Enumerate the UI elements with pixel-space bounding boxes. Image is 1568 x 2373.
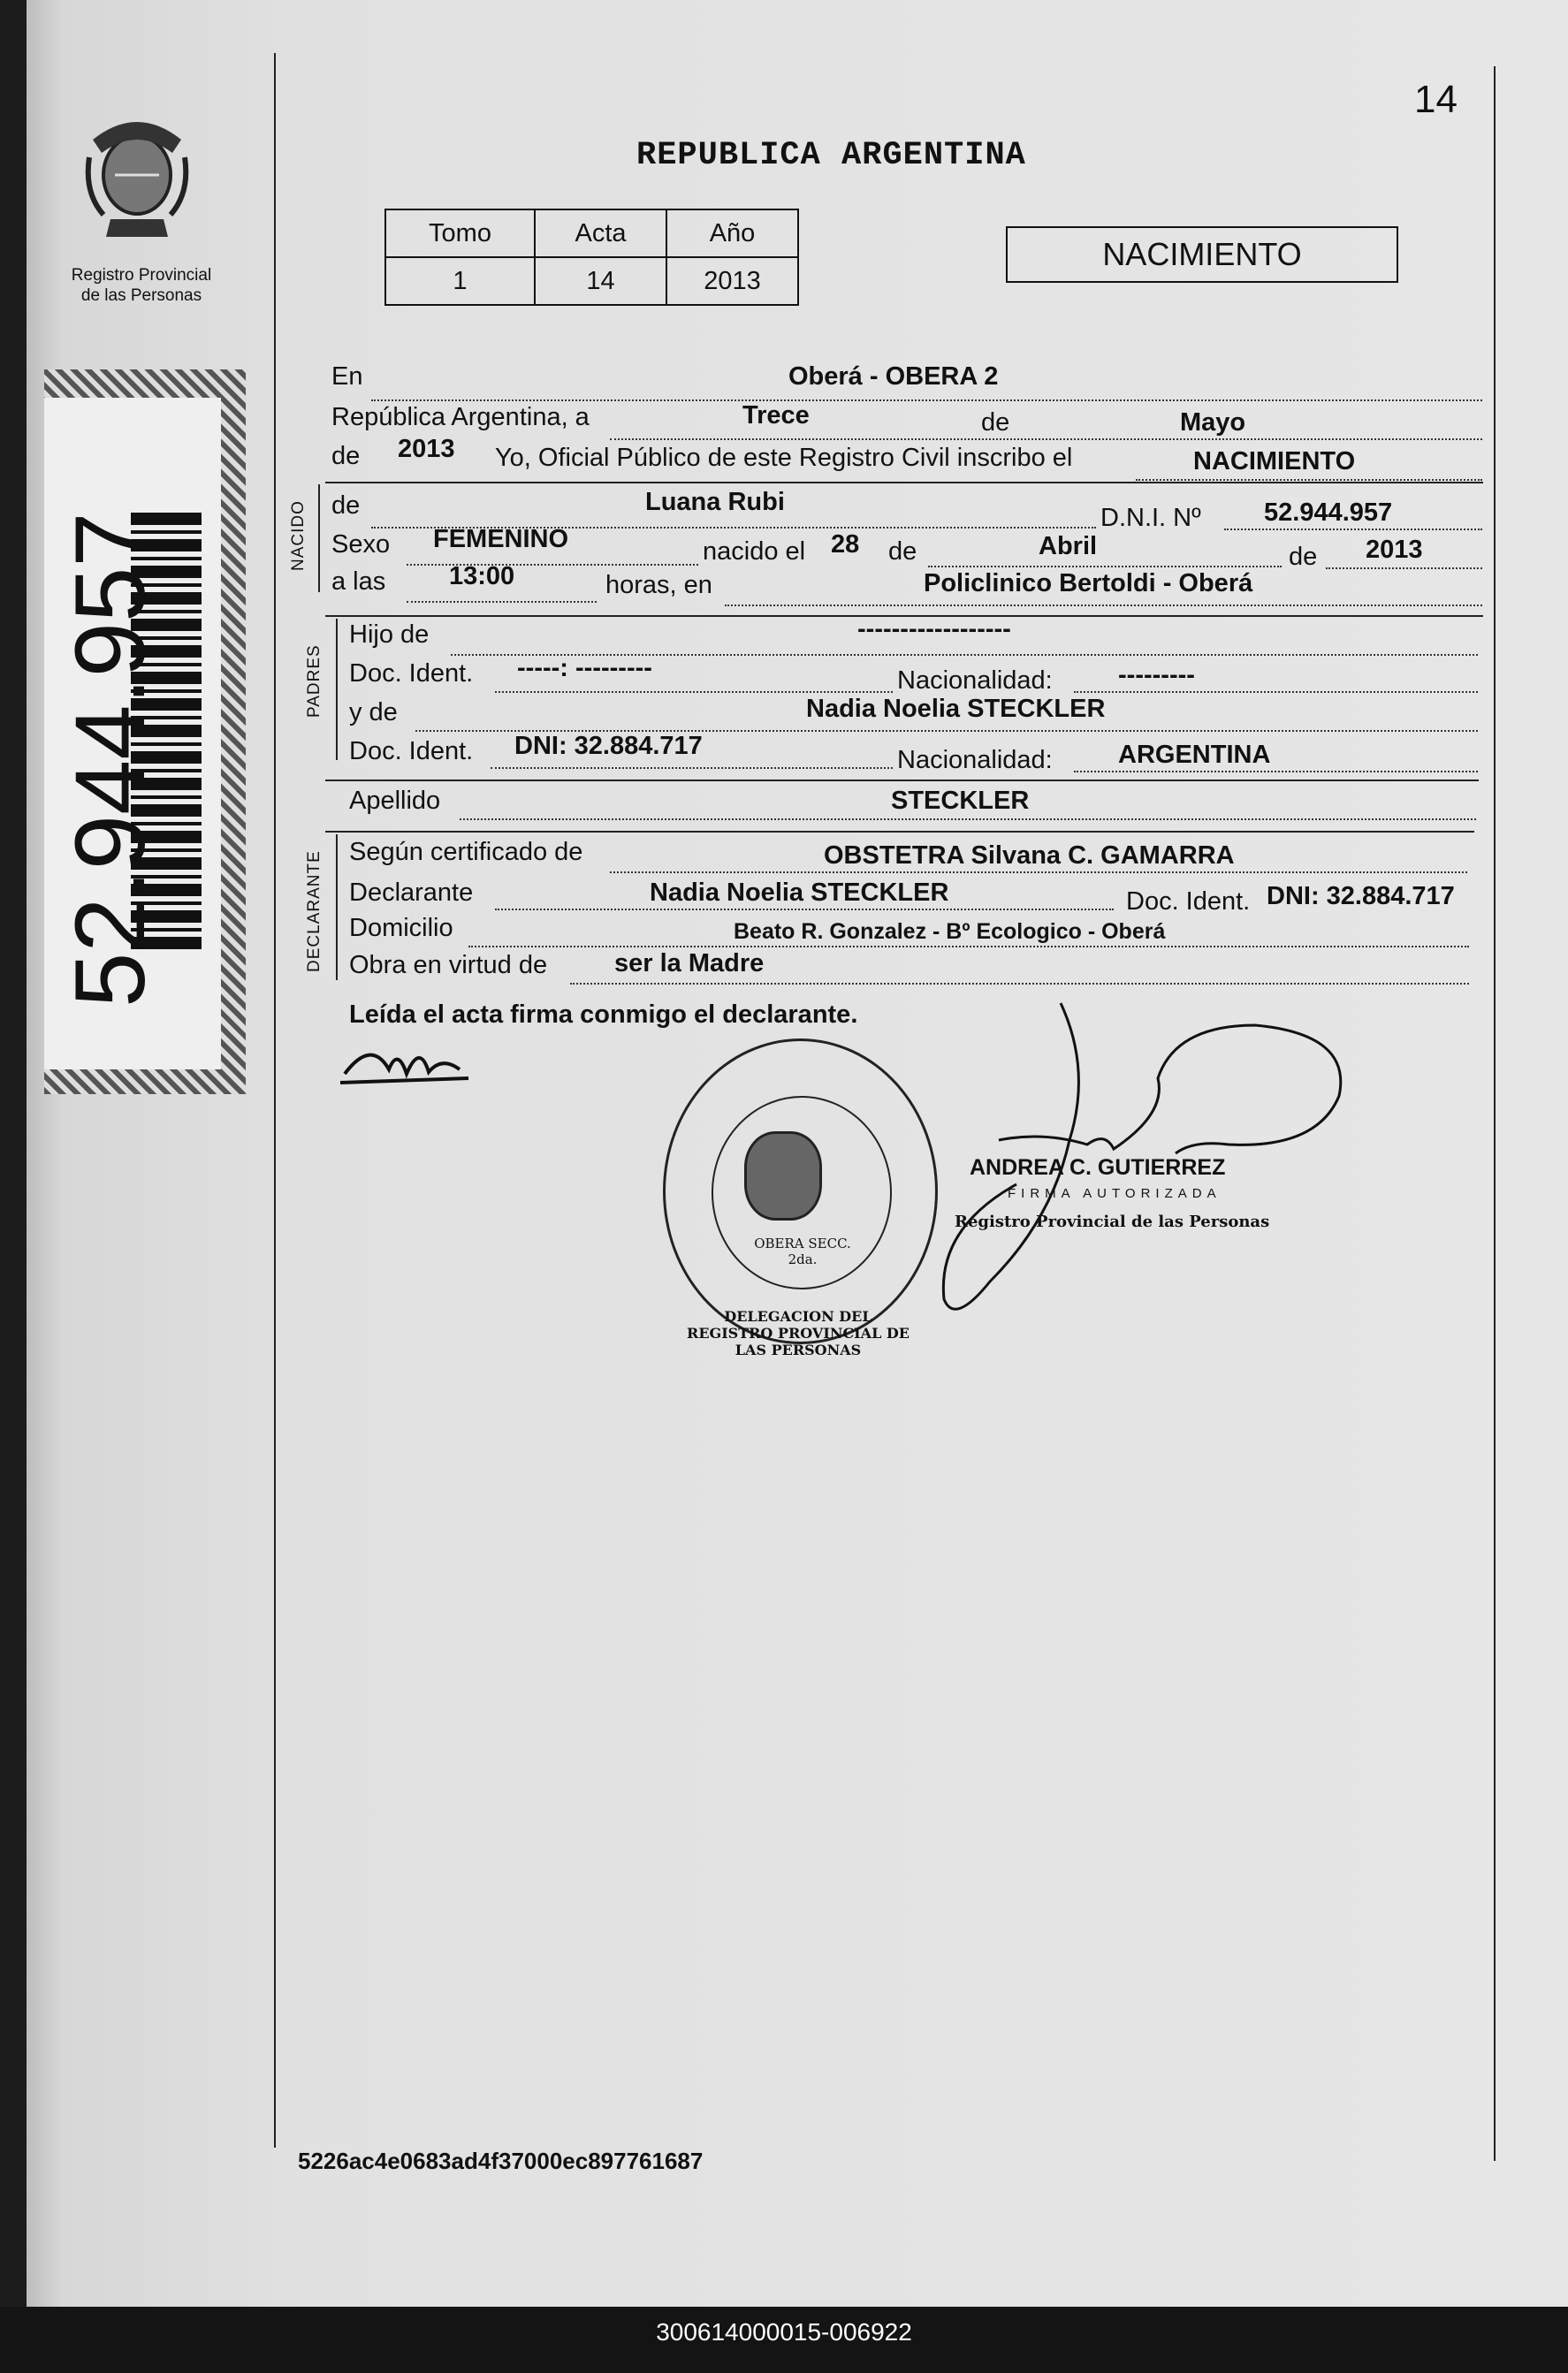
father-doc-label: Doc. Ident.	[349, 659, 474, 688]
statement-value: NACIMIENTO	[1193, 447, 1356, 475]
dni-dots	[1224, 529, 1482, 530]
register-value-tomo: 1	[385, 257, 535, 305]
domicilio-label: Domicilio	[349, 914, 453, 942]
apellido-top-line	[325, 780, 1479, 781]
act-type-box: NACIMIENTO	[1006, 226, 1398, 283]
surname-value: STECKLER	[891, 787, 1030, 815]
father-doc-dots	[495, 691, 893, 693]
mother-value: Nadia Noelia STECKLER	[806, 695, 1106, 723]
father-doc-value: -----: ---------	[517, 654, 652, 682]
birth-certificate-page	[27, 0, 1568, 2307]
nacido-bracket	[318, 484, 320, 592]
sexo-label: Sexo	[331, 530, 391, 559]
mother-doc-dots	[491, 767, 893, 769]
declarante-bracket	[336, 834, 338, 980]
name-de-label: de	[331, 491, 361, 520]
sexo-value: FEMENINO	[433, 525, 569, 553]
stamp-emblem-icon	[744, 1131, 822, 1221]
apellido-dots	[460, 818, 1476, 820]
nacido-top-line	[325, 482, 1483, 483]
month-value: Mayo	[1180, 408, 1246, 437]
register-table-value-row	[385, 257, 798, 305]
register-value-acta: 14	[535, 257, 666, 305]
mother-nationality-label: Nacionalidad:	[897, 746, 1053, 774]
de-label-2: de	[331, 442, 361, 470]
birth-de-label: de	[888, 537, 917, 566]
father-value: ------------------	[857, 615, 1011, 643]
year-value: 2013	[398, 435, 455, 463]
page-title: REPUBLICA ARGENTINA	[636, 137, 1026, 174]
padres-section-label: PADRES	[305, 644, 323, 718]
padres-bracket	[336, 619, 338, 760]
registry-label	[62, 265, 221, 306]
footer-code: 300614000015-006922	[0, 2307, 1568, 2373]
declarant-doc-label: Doc. Ident.	[1126, 887, 1251, 916]
register-value-ano: 2013	[666, 257, 798, 305]
statement-dots	[1136, 479, 1482, 481]
stamp-inner-text: OBERA SECC. 2da.	[754, 1236, 851, 1267]
address-value: Beato R. Gonzalez - Bº Ecologico - Oberá	[734, 919, 1166, 944]
declarante-section-label: DECLARANTE	[305, 850, 323, 972]
side-dni-number: 52.944.957	[55, 512, 165, 1008]
mother-doc-value: DNI: 32.884.717	[514, 732, 703, 760]
nacido-el-label: nacido el	[703, 537, 806, 566]
hour-value: 13:00	[449, 562, 515, 590]
republica-dots	[610, 438, 1482, 440]
hour-dots	[407, 601, 597, 603]
birth-month-dots	[928, 566, 1282, 567]
certificate-dots	[610, 871, 1467, 873]
obra-label: Obra en virtud de	[349, 951, 548, 979]
declarant-doc-value: DNI: 32.884.717	[1267, 882, 1455, 910]
obra-dots	[570, 983, 1469, 985]
en-label: En	[331, 362, 363, 391]
register-table	[384, 209, 799, 306]
province-emblem-icon	[84, 104, 190, 259]
declarant-dots	[495, 909, 1114, 910]
y-de-label: y de	[349, 698, 398, 726]
birth-year-dots	[1326, 567, 1482, 569]
hijo-de-label: Hijo de	[349, 620, 430, 649]
mother-nationality-value: ARGENTINA	[1118, 741, 1271, 769]
place-value: Oberá - OBERA 2	[788, 362, 999, 391]
official-name: ANDREA C. GUTIERREZ	[970, 1155, 1226, 1180]
document-hash: 5226ac4e0683ad4f37000ec897761687	[298, 2148, 704, 2174]
father-nationality-value: ---------	[1118, 661, 1195, 689]
birth-day-value: 28	[831, 530, 860, 559]
right-frame-line	[1494, 66, 1496, 2161]
closing-statement: Leída el acta firma conmigo el declarante.	[349, 1000, 858, 1029]
address-dots	[468, 946, 1469, 947]
mother-doc-label: Doc. Ident.	[349, 737, 474, 765]
official-title: FIRMA AUTORIZADA	[1008, 1186, 1222, 1201]
a-las-label: a las	[331, 567, 386, 596]
en-dots	[371, 399, 1482, 401]
register-header-ano: Año	[666, 209, 798, 257]
nacido-section-label: NACIDO	[289, 500, 308, 571]
page-number: 14	[1414, 78, 1458, 121]
horas-label: horas, en	[605, 571, 712, 599]
declarante-label: Declarante	[349, 878, 474, 907]
dni-label: D.N.I. Nº	[1100, 504, 1201, 532]
republica-label: República Argentina, a	[331, 403, 590, 431]
stamp-outer-text: DELEGACION DEL REGISTRO PROVINCIAL DE LAS PERSONAS	[687, 1308, 910, 1358]
statement-text: Yo, Oficial Público de este Registro Civil inscribo el	[495, 444, 1073, 472]
child-name-value: Luana Rubi	[645, 488, 785, 516]
obra-value: ser la Madre	[614, 949, 765, 977]
mother-nationality-dots	[1074, 771, 1478, 772]
certificate-value: OBSTETRA Silvana C. GAMARRA	[824, 841, 1235, 870]
father-nationality-label: Nacionalidad:	[897, 666, 1053, 695]
declarante-top-line	[325, 831, 1474, 833]
de-label-1: de	[981, 408, 1010, 437]
birth-month-value: Abril	[1039, 532, 1098, 560]
segun-label: Según certificado de	[349, 838, 583, 866]
father-nationality-dots	[1074, 691, 1478, 693]
birth-year-de-label: de	[1289, 543, 1318, 571]
child-dni-value: 52.944.957	[1264, 498, 1393, 527]
birth-year-value: 2013	[1366, 536, 1423, 564]
register-table-header-row	[385, 209, 798, 257]
register-header-tomo: Tomo	[385, 209, 535, 257]
birth-place-value: Policlinico Bertoldi - Oberá	[924, 569, 1253, 597]
declarant-value: Nadia Noelia STECKLER	[650, 878, 949, 907]
official-registry: Registro Provincial de las Personas	[955, 1213, 1270, 1231]
declarant-signature	[336, 1030, 477, 1100]
apellido-label: Apellido	[349, 787, 441, 815]
left-frame-line	[274, 53, 276, 2148]
day-text-value: Trece	[742, 401, 810, 430]
birth-place-dots	[725, 605, 1482, 606]
registry-label-line-2: de las Personas	[80, 286, 202, 305]
registry-label-line-1: Registro Provincial	[71, 266, 212, 285]
register-header-acta: Acta	[535, 209, 666, 257]
